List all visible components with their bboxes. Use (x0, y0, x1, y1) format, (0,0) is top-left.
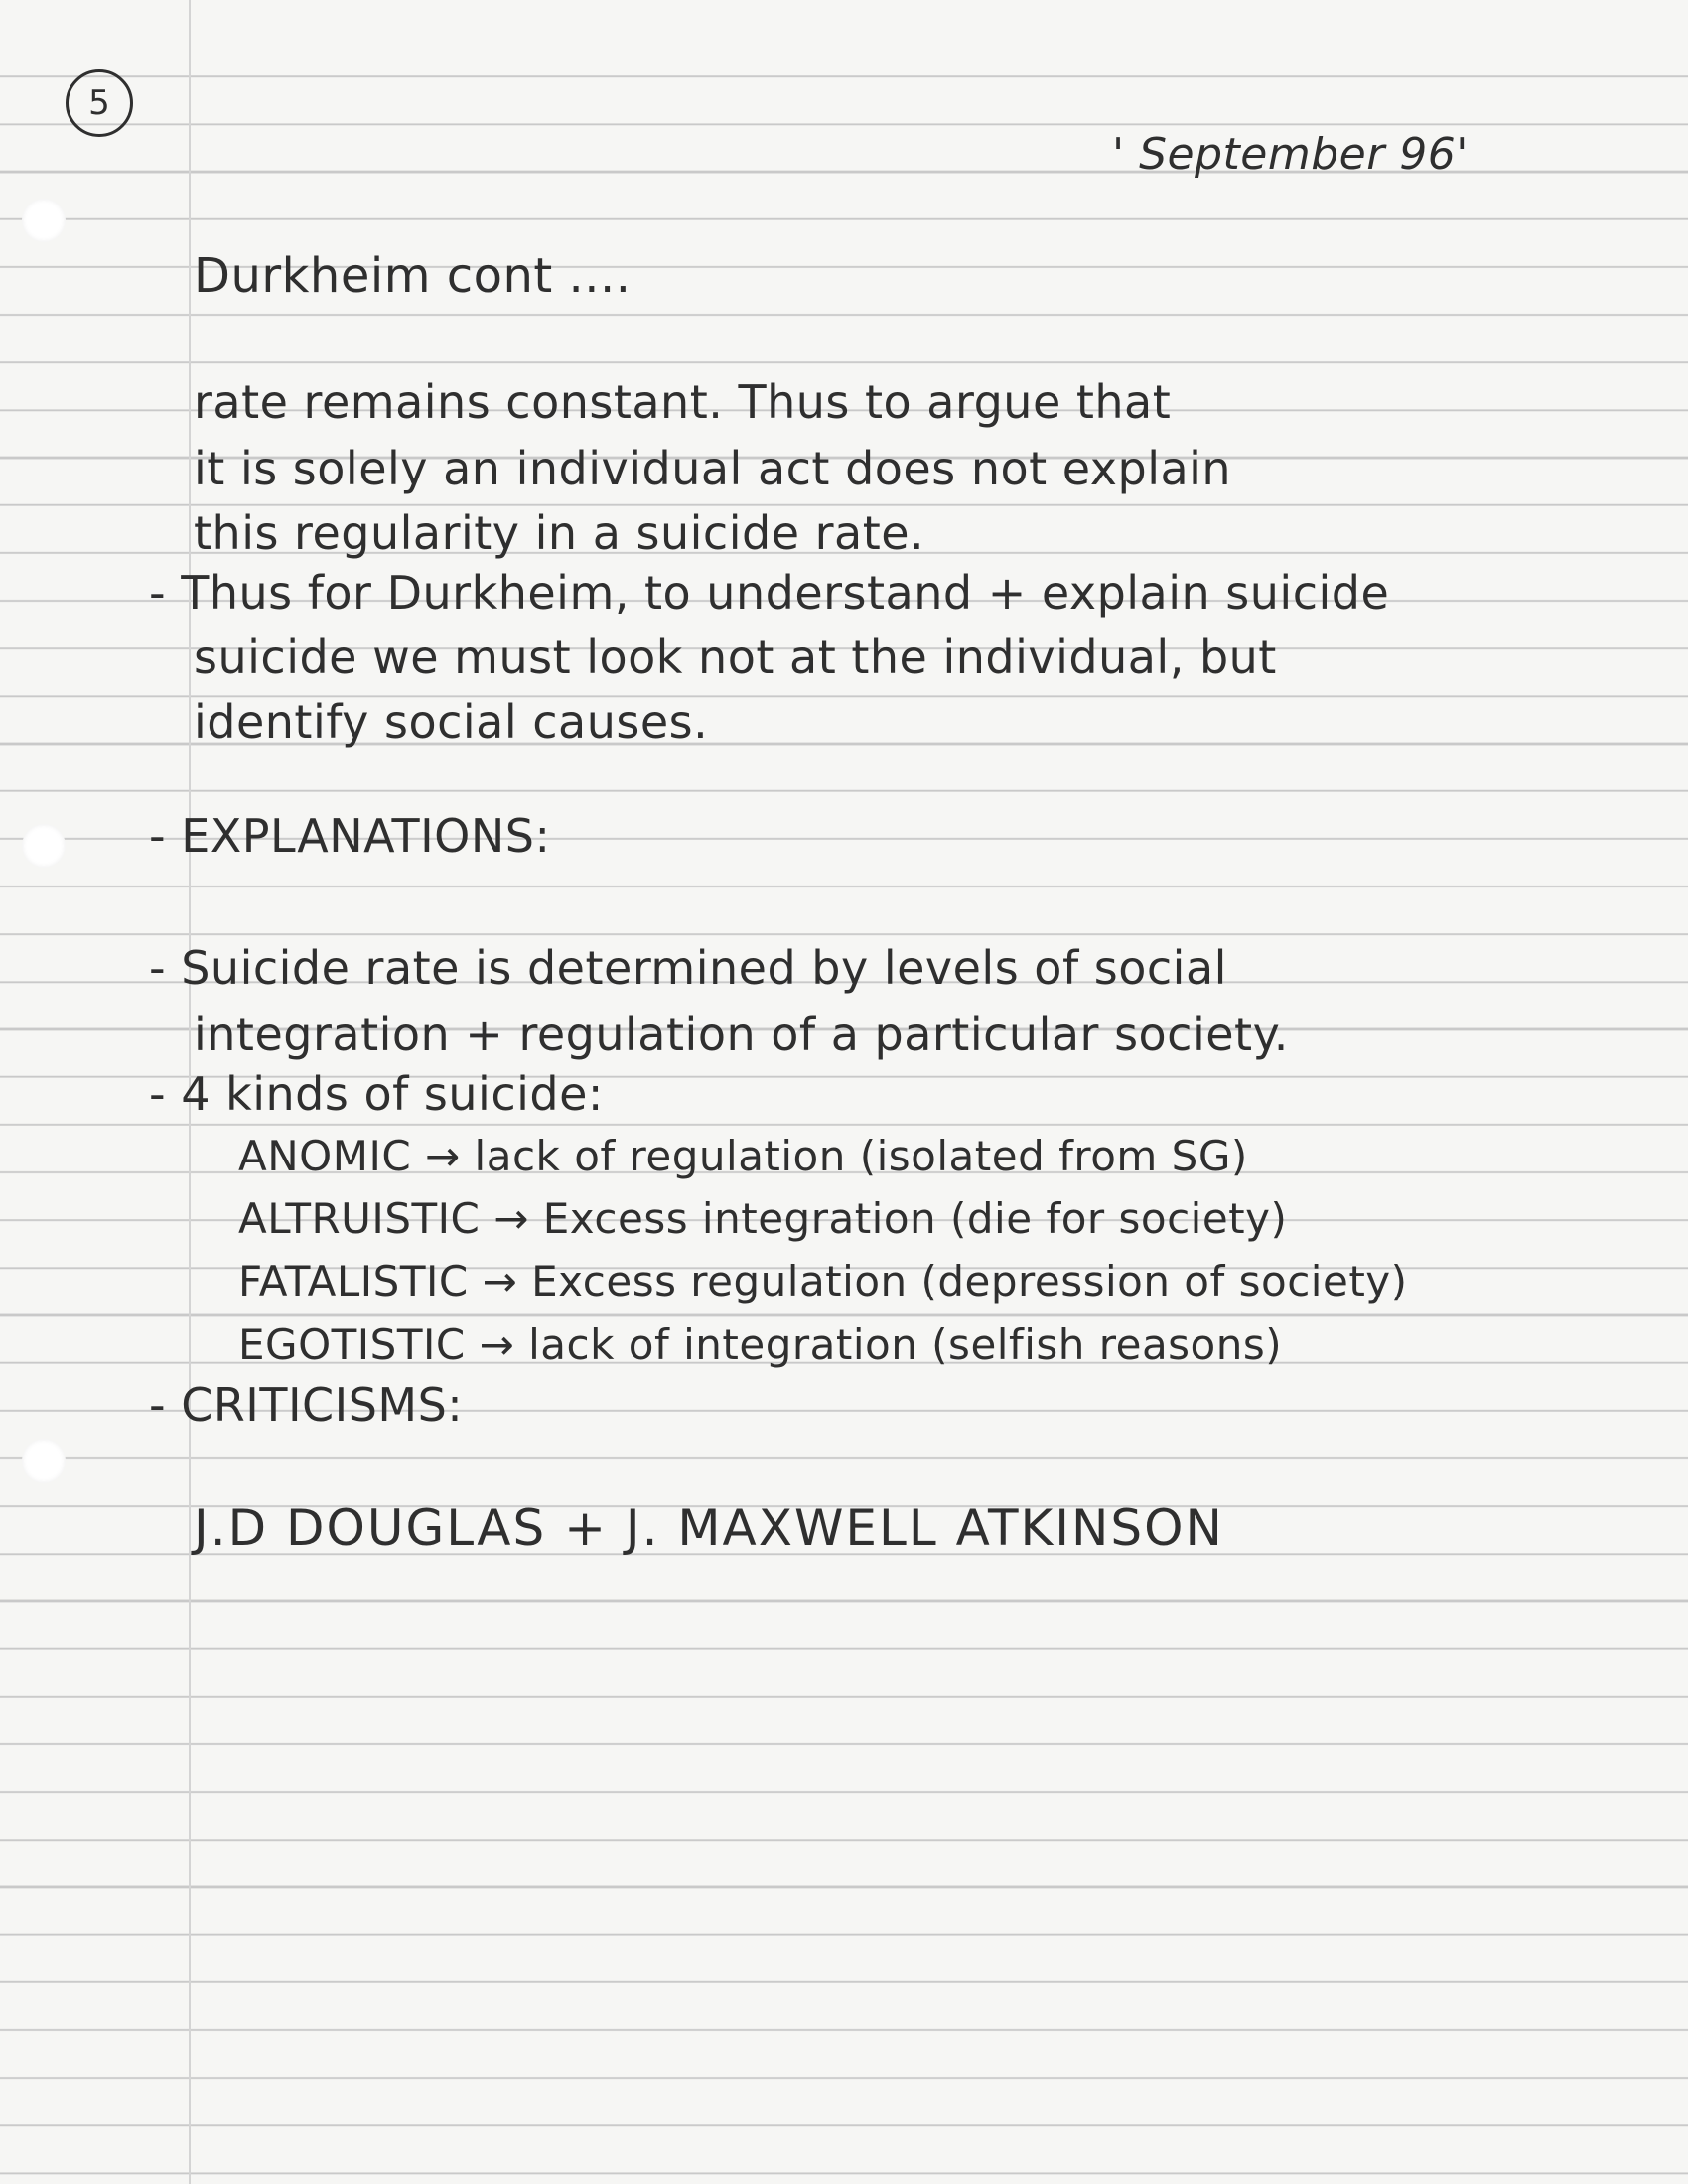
suicide-type-anomic: ANOMIC → lack of regulation (isolated from SG) (238, 1132, 1248, 1180)
punch-hole (22, 824, 66, 868)
punch-hole (22, 1439, 66, 1483)
authors-line: J.D DOUGLAS + J. MAXWELL ATKINSON (194, 1499, 1224, 1557)
paragraph-line: suicide we must look not at the individual, but (194, 630, 1277, 684)
date: ' September 96' (1112, 129, 1469, 180)
heading: Durkheim cont .... (194, 248, 632, 304)
paragraph-line: - Thus for Durkheim, to understand + explain suicide (149, 566, 1390, 619)
suicide-type-fatalistic: FATALISTIC → Excess regulation (depression of society) (238, 1257, 1408, 1305)
punch-hole (22, 199, 66, 242)
page-number: 5 (66, 69, 133, 137)
explanation-line: - Suicide rate is determined by levels of social (149, 941, 1227, 995)
suicide-type-altruistic: ALTRUISTIC → Excess integration (die for society) (238, 1194, 1288, 1243)
suicide-type-egotistic: EGOTISTIC → lack of integration (selfish reasons) (238, 1320, 1283, 1369)
paragraph-line: rate remains constant. Thus to argue that (194, 375, 1172, 429)
explanation-line: integration + regulation of a particular society. (194, 1008, 1289, 1061)
explanations-heading: - EXPLANATIONS: (149, 809, 551, 863)
paragraph-line: identify social causes. (194, 695, 709, 749)
paragraph-line: it is solely an individual act does not explain (194, 442, 1232, 495)
explanation-line: - 4 kinds of suicide: (149, 1067, 604, 1121)
paragraph-line: this regularity in a suicide rate. (194, 506, 925, 560)
criticisms-heading: - CRITICISMS: (149, 1378, 464, 1432)
